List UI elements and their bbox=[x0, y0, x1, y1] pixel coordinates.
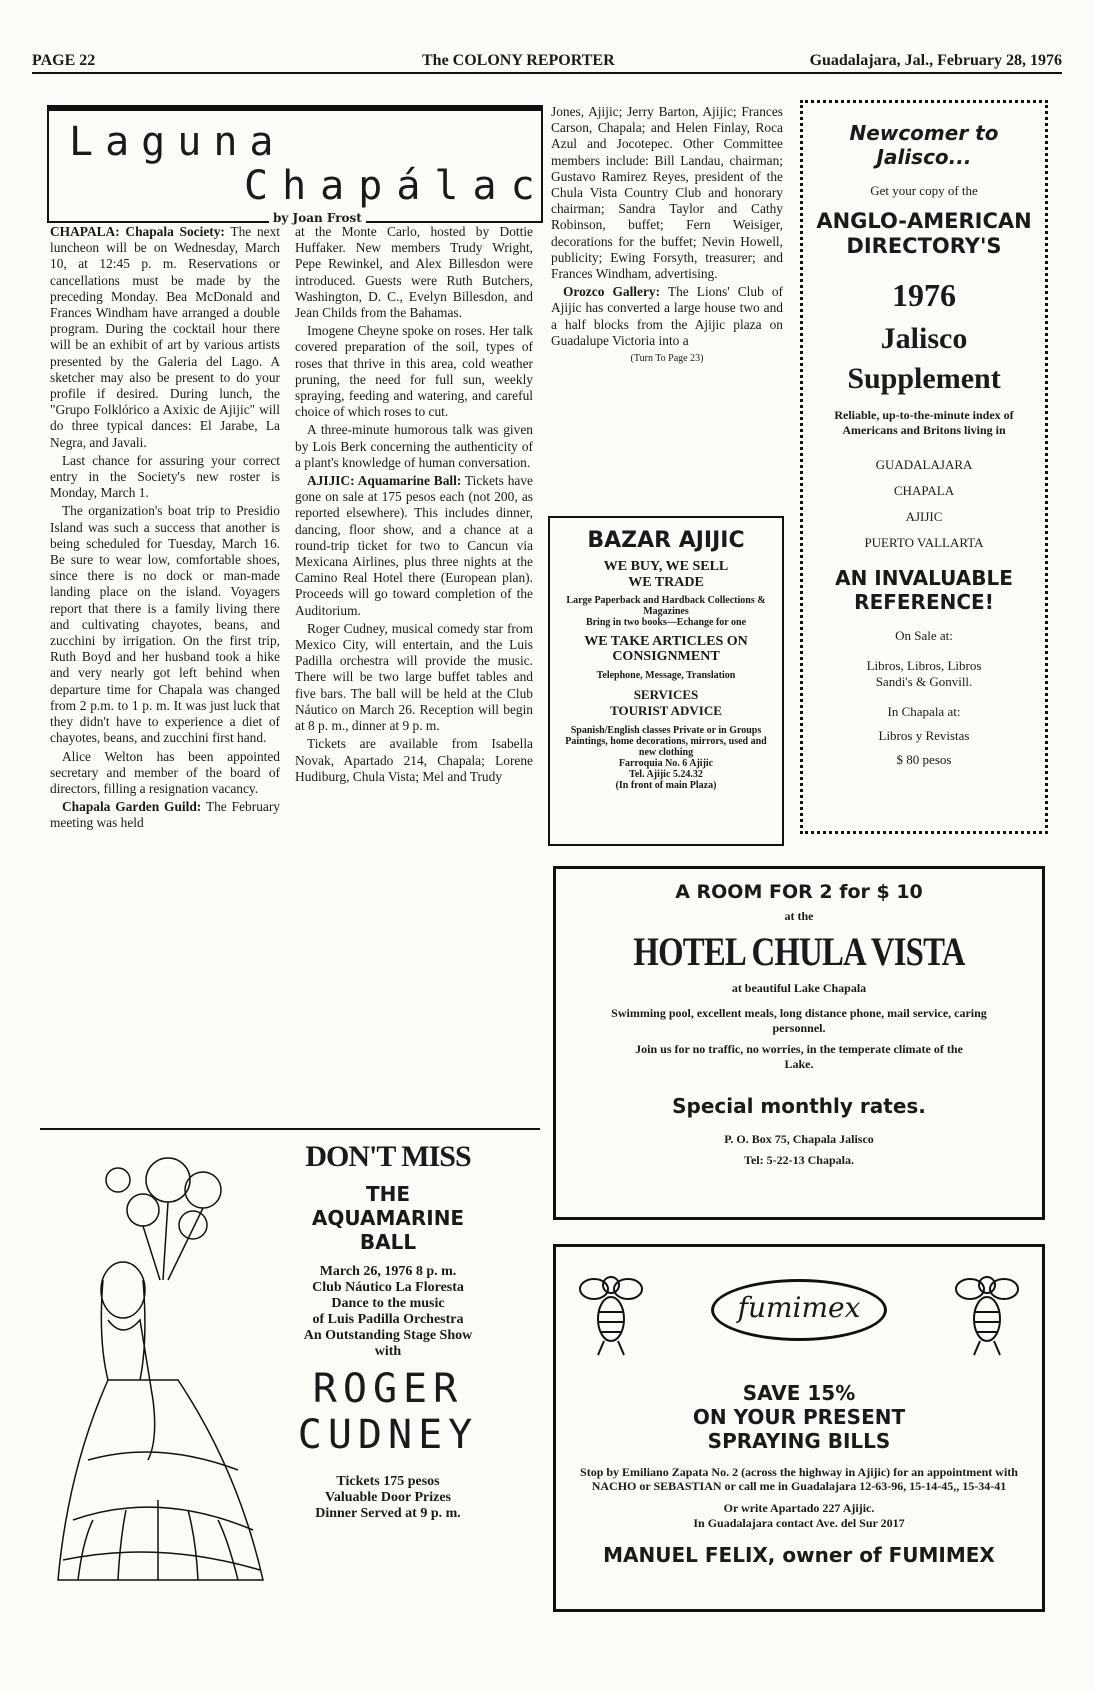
directory-ad bbox=[800, 100, 1048, 834]
ad-line: March 26, 1976 8 p. m. bbox=[319, 1264, 457, 1279]
page-number: PAGE 22 bbox=[32, 52, 96, 69]
section-lead: CHAPALA: Chapala Society: bbox=[50, 224, 225, 239]
ad-line: Tickets 175 pesos bbox=[336, 1474, 440, 1489]
woman-illustration bbox=[48, 1140, 278, 1600]
ad-line: Special monthly rates. bbox=[672, 1094, 926, 1118]
ad-line: Tel. Ajijic 5.24.32 bbox=[629, 769, 703, 780]
bazar-title: BAZAR AJIJIC bbox=[587, 528, 745, 553]
paragraph: Last chance for assuring your correct entry in the Society's new roster is Monday, March 1. bbox=[50, 452, 280, 501]
ad-line: THE AQUAMARINE BALL bbox=[311, 1182, 465, 1254]
ad-line: Newcomer to Jalisco... bbox=[849, 121, 999, 169]
ad-line: Libros, Libros, Libros bbox=[866, 658, 982, 673]
ad-line: Dinner Served at 9 p. m. bbox=[315, 1506, 461, 1521]
ad-line: WE BUY, WE SELL bbox=[603, 559, 729, 574]
article-column-1 bbox=[50, 224, 280, 834]
paragraph: Alice Welton has been appointed secretary and member of the board of directors, filling a resignation vacancy. bbox=[50, 748, 280, 796]
divider bbox=[40, 1128, 540, 1130]
paragraph: Tickets have gone on sale at 175 pesos each (not 200, as reported elsewhere). This includes dinner, dancing, floor show, and a chance at a round-trip ticket for two to Cancun via Mexicana Airlines, plus three nights at the Camino Real Hotel there (European plan). Proceeds will go toward completion of the Auditorium. bbox=[295, 473, 533, 618]
page-header bbox=[32, 50, 1062, 74]
column-title-line1: Laguna bbox=[69, 119, 286, 165]
city: CHAPALA bbox=[893, 483, 955, 498]
ad-line: ANGLO-AMERICAN DIRECTORY'S bbox=[816, 209, 1032, 258]
ad-line: SPRAYING BILLS bbox=[707, 1429, 891, 1453]
paragraph: The Lions' Club of Ajijic has converted a large house two and a half blocks from the Ajijic plaza on Guadalupe Victoria into a bbox=[551, 284, 784, 348]
ad-line: Club Náutico La Floresta bbox=[312, 1280, 464, 1295]
paragraph: The organization's boat trip to Presidio Island was such a success that another is being scheduled for Tuesday, March 16. Be sure to wear low, comfortable shoes, since there is no dock or man-made landing place on the island. Voyagers report that there is a family living there and cultivating chayotes, beans, and zucchini by irrigation. On the first trip, Ruth Boyd and her husband took a hike and very nearly got left behind when departure time for Chapala was changed from 2 p.m. to 1 p. m. It was just luck that they didn't have to experience a diet of chayotes, beans, and zucchini first hand. bbox=[50, 503, 280, 746]
ad-line: with bbox=[374, 1344, 402, 1359]
paragraph: Jones, Ajijic; Jerry Barton, Ajijic; Frances Carson, Chapala; and Helen Finlay, Roca Azul and Jocotepec. Other Committee members include: Bill Landau, chairman; Gustavo Ramirez Reyes, president of the Chula Vista Country Club and honorary chairman; Sandra Taylor and Cathy Robinson, buffet; Fern Weisiger, decorations for the buffet; Nevin Howell, publicity; Ewing Forsyth, treasurer; and Frances Windham, advertising. bbox=[551, 104, 783, 282]
ad-line: Swimming pool, excellent meals, long distance phone, mail service, caring personnel. bbox=[611, 1006, 987, 1035]
ad-line: Supplement bbox=[847, 362, 1001, 395]
ad-line: SERVICES bbox=[633, 687, 699, 702]
article-column-2 bbox=[295, 224, 533, 787]
ad-line: at the bbox=[784, 909, 814, 923]
column-title-line2: Chapálac bbox=[244, 163, 549, 209]
aquamarine-ball-ad bbox=[48, 1140, 528, 1600]
hotel-chula-vista-ad bbox=[553, 866, 1045, 1220]
ad-line: Spanish/English classes Private or in Groups bbox=[570, 725, 762, 736]
ad-line: Libros y Revistas bbox=[878, 728, 970, 743]
ad-line: Stop by Emiliano Zapata No. 2 (across the highway in Ajijic) for an appointment with NACHO or SEBASTIAN or call me in Guadalajara 12-63-96, 15-14-45,, 15-34-41 bbox=[580, 1465, 1018, 1493]
jump-line: (Turn To Page 23) bbox=[630, 353, 704, 365]
ad-line: Telephone, Message, Translation bbox=[596, 670, 736, 681]
ad-headline: DON'T MISS bbox=[305, 1140, 471, 1173]
dateline: Guadalajara, Jal., February 28, 1976 bbox=[809, 52, 1062, 69]
bee-icon bbox=[952, 1267, 1022, 1357]
ad-line: TOURIST ADVICE bbox=[610, 703, 722, 718]
ad-line: In Chapala at: bbox=[887, 704, 961, 719]
ad-line: of Luis Padilla Orchestra bbox=[312, 1312, 464, 1327]
ad-line: An Outstanding Stage Show bbox=[303, 1328, 473, 1343]
paragraph: The next luncheon will be on Wednesday, March 10, at 12:45 p. m. Reservations or cancellations must be made by the preceding Monday. Bea McDonald and Frances Windham have arranged a double program. During the cocktail hour there will be an exhibit of art by various artists presented by the Galeria del Lago. A sketcher may also be present to do your profile if desired. During lunch, the "Grupo Folklórico a Axixic de Ajijic" will do three typical dances: El Jarabe, La Negra, and Javali. bbox=[50, 224, 280, 450]
article-column-3 bbox=[551, 104, 783, 369]
ad-line: Get your copy of the bbox=[870, 183, 978, 198]
paragraph: Imogene Cheyne spoke on roses. Her talk covered preparation of the soil, types of roses that thrive in this area, cold weather pruning, the need for full sun, weekly spraying, feeding and watering, and careful choice of which roses to cut. bbox=[295, 323, 533, 420]
ad-line: WE TRADE bbox=[628, 575, 704, 590]
ad-line: Valuable Door Prizes bbox=[325, 1490, 451, 1505]
byline: by Joan Frost bbox=[269, 211, 366, 225]
ad-line: 1976 bbox=[892, 277, 956, 313]
city: GUADALAJARA bbox=[875, 457, 973, 472]
column-title-box bbox=[47, 105, 549, 225]
ad-line: Paintings, home decorations, mirrors, used and new clothing bbox=[565, 736, 767, 758]
performer-first-name: ROGER bbox=[312, 1366, 464, 1412]
city-list bbox=[811, 452, 1037, 556]
ad-line: at beautiful Lake Chapala bbox=[731, 981, 867, 995]
ad-line: Tel: 5-22-13 Chapala. bbox=[744, 1153, 854, 1167]
ad-line: In Guadalajara contact Ave. del Sur 2017 bbox=[693, 1516, 905, 1530]
fumimex-logo: fumimex bbox=[711, 1279, 887, 1341]
performer-last-name: CUDNEY bbox=[297, 1412, 479, 1458]
section-lead: Chapala Garden Guild: bbox=[62, 799, 202, 815]
ad-line: On Sale at: bbox=[895, 628, 953, 643]
ad-line: Or write Apartado 227 Ajijic. bbox=[723, 1501, 875, 1515]
paragraph: at the Monte Carlo, hosted by Dottie Huffaker. New members Trudy Wright, Pepe Rewinkel, and Alex Billesdon were introduced. Guests were Ruth Butchers, Washington, D. C., Evelyn Billesdon, and Jean Childs from the Bahamas. bbox=[295, 224, 533, 321]
ad-line: P. O. Box 75, Chapala Jalisco bbox=[724, 1132, 874, 1146]
fumimex-ad bbox=[553, 1244, 1045, 1612]
ad-line: Reliable, up-to-the-minute index of Americans and Britons living in bbox=[834, 408, 1014, 437]
paragraph: The February meeting was held bbox=[50, 799, 280, 831]
section-lead: AJIJIC: Aquamarine Ball: bbox=[307, 473, 462, 489]
ad-line: Sandi's & Gonvill. bbox=[875, 674, 973, 689]
bazar-ajijic-ad bbox=[548, 516, 784, 846]
ad-line: ON YOUR PRESENT bbox=[692, 1405, 906, 1429]
ad-line: MANUEL FELIX, owner of FUMIMEX bbox=[603, 1543, 995, 1567]
ad-line: Join us for no traffic, no worries, in the temperate climate of the Lake. bbox=[635, 1042, 963, 1071]
paragraph: A three-minute humorous talk was given by Lois Berk concerning the authenticity of a plant's knowledge of human conversation. bbox=[295, 422, 533, 470]
ad-line: AN INVALUABLE REFERENCE! bbox=[835, 566, 1013, 614]
ad-line: Bring in two books—Echange for one bbox=[585, 617, 747, 628]
city: AJIJIC bbox=[905, 509, 943, 524]
ad-line: A ROOM FOR 2 for $ 10 bbox=[675, 881, 923, 903]
newspaper-name: The COLONY REPORTER bbox=[422, 52, 615, 69]
paragraph: Roger Cudney, musical comedy star from Mexico City, will entertain, and the Luis Padilla orchestra will provide the music. There will be two large buffet tables and five bars. The ball will be held at the Club Náutico on March 26. Reception will begin at 8 p. m., dinner at 9 p. m. bbox=[295, 620, 533, 734]
hotel-name: HOTEL CHULA VISTA bbox=[633, 929, 965, 974]
ad-line: (In front of main Plaza) bbox=[615, 780, 717, 791]
bee-icon bbox=[576, 1267, 646, 1357]
paragraph: Tickets are available from Isabella Novak, Apartado 214, Chapala; Lorene Hudiburg, Chula Vista; Mel and Trudy bbox=[295, 736, 533, 784]
ad-line: $ 80 pesos bbox=[896, 752, 952, 767]
ad-line: Farroquia No. 6 Ajijic bbox=[618, 758, 714, 769]
ad-line: SAVE 15% bbox=[742, 1381, 856, 1405]
city: PUERTO VALLARTA bbox=[864, 535, 984, 550]
ad-line: WE TAKE ARTICLES ON CONSIGNMENT bbox=[584, 634, 748, 664]
section-lead: Orozco Gallery: bbox=[563, 284, 661, 300]
ad-line: Large Paperback and Hardback Collections & Magazines bbox=[566, 595, 766, 617]
ad-line: Dance to the music bbox=[331, 1296, 445, 1311]
ad-line: Jalisco bbox=[880, 322, 968, 355]
